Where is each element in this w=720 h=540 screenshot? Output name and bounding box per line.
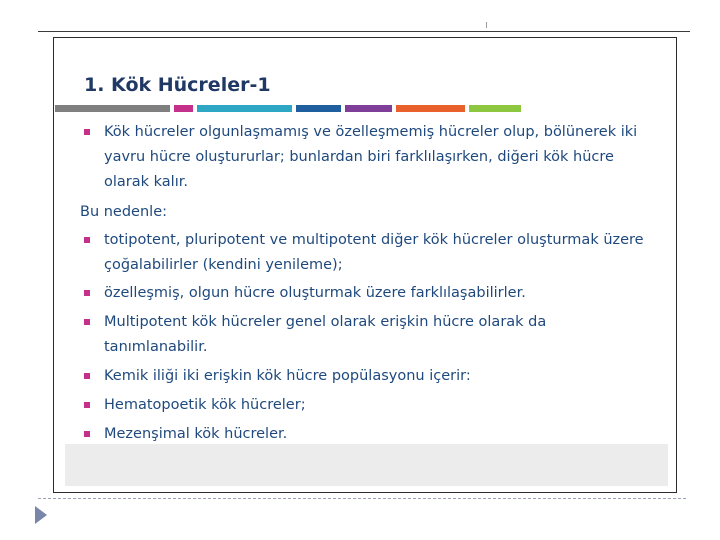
color-bar-segment [469, 105, 521, 112]
list-item-text: Kemik iliği iki erişkin kök hücre popülasyonu içerir: [104, 368, 471, 384]
bullet-marker [84, 290, 90, 296]
color-bar-segment [197, 105, 292, 112]
top-tick-mark [486, 22, 487, 28]
bullet-marker [84, 402, 90, 408]
slide-frame [53, 37, 677, 493]
next-slide-arrow-icon[interactable] [35, 506, 47, 524]
color-bar-segment [396, 105, 465, 112]
slide-title: 1. Kök Hücreler-1 [84, 74, 271, 96]
list-item [80, 393, 650, 418]
footer-rule [38, 498, 686, 499]
color-bar-segment [296, 105, 341, 112]
list-item-text: Hematopoetik kök hücreler; [104, 397, 306, 413]
bullet-marker [84, 237, 90, 243]
title-color-bar [55, 105, 525, 112]
list-item-text: Kök hücreler olgunlaşmamış ve özelleşmemiş hücreler olup, bölünerek iki yavru hücre oluştururlar; bunlardan biri farklılaşırken, diğeri kök hücre olarak kalır. [104, 124, 638, 190]
list-item-text: totipotent, pluripotent ve multipotent diğer kök hücreler oluşturmak üzere çoğalabilirler (kendini yenileme); [104, 232, 644, 273]
bullet-marker [84, 319, 90, 325]
list-item [80, 228, 650, 278]
list-item [80, 310, 650, 360]
footer-placeholder-box [65, 444, 668, 486]
color-bar-segment [174, 105, 193, 112]
bullet-marker [84, 129, 90, 135]
list-item [80, 364, 650, 389]
list-item-text: Bu nedenle: [80, 204, 168, 220]
header-rule [38, 31, 690, 32]
list-item-text: özelleşmiş, olgun hücre oluşturmak üzere farklılaşabilirler. [104, 285, 526, 301]
list-item-text: Mezenşimal kök hücreler. [104, 426, 288, 442]
list-item [80, 281, 650, 306]
bullet-marker [84, 431, 90, 437]
bullet-marker [84, 373, 90, 379]
list-item [80, 120, 650, 195]
color-bar-segment [345, 105, 392, 112]
list-item-text: Multipotent kök hücreler genel olarak erişkin hücre olarak da tanımlanabilir. [104, 314, 547, 355]
list-item [80, 200, 650, 225]
color-bar-segment [55, 105, 170, 112]
